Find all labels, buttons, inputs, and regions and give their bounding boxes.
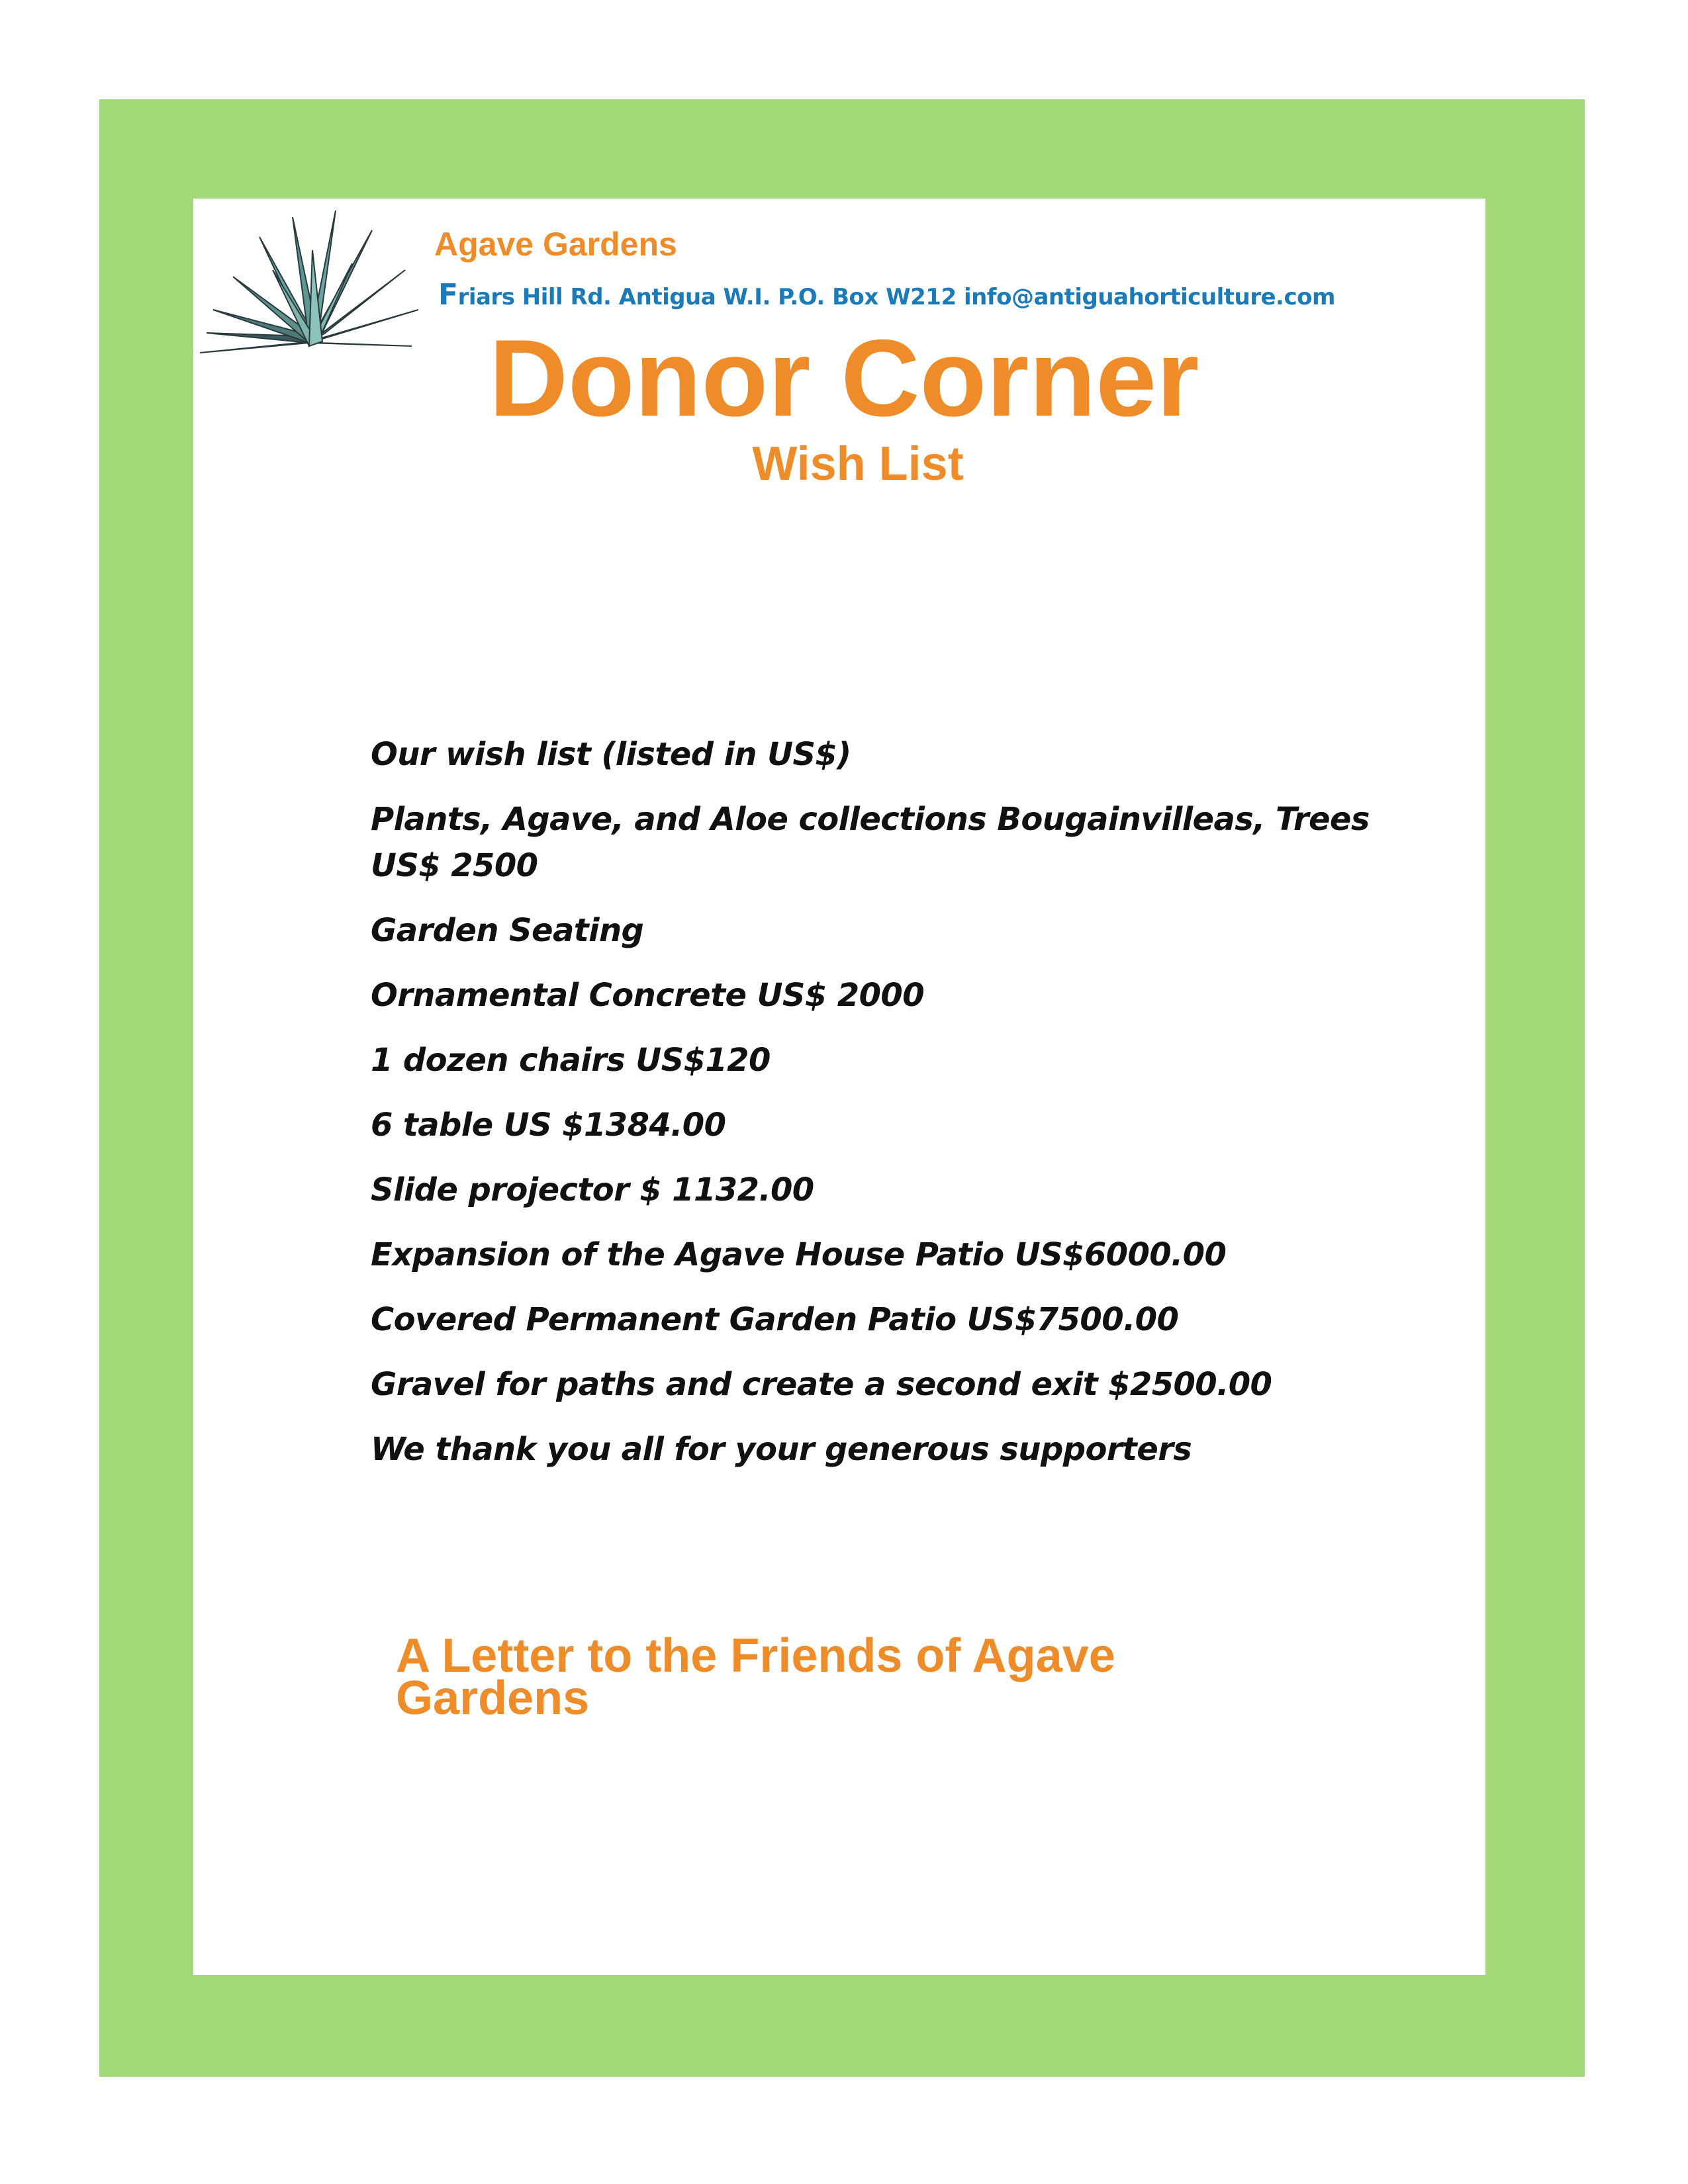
wish-list-item: Our wish list (listed in US$) xyxy=(371,736,851,773)
page-title-text: Donor Corner xyxy=(489,317,1199,439)
wish-list-item: Slide projector $ 1132.00 xyxy=(371,1171,814,1208)
wish-list-item: Gravel for paths and create a second exit $2500.00 xyxy=(371,1366,1272,1403)
wish-list xyxy=(371,731,1443,1491)
wish-list-item: Expansion of the Agave House Patio US$6000.00 xyxy=(371,1236,1227,1273)
wish-list-item: 6 table US $1384.00 xyxy=(371,1107,726,1144)
wish-list-item: Covered Permanent Garden Patio US$7500.00 xyxy=(371,1301,1179,1338)
wish-list-item: We thank you all for your generous supporters xyxy=(371,1431,1192,1468)
address-line xyxy=(438,278,1335,312)
address-text: riars Hill Rd. Antigua W.I. P.O. Box W212 info@antiguahorticulture.com xyxy=(457,284,1335,310)
address-first-letter: F xyxy=(438,278,458,312)
wish-list-item: Ornamental Concrete US$ 2000 xyxy=(371,977,924,1014)
wish-list-item: Plants, Agave, and Aloe collections Bougainvilleas, Trees US$ 2500 xyxy=(371,801,1370,884)
page-subtitle: Wish List xyxy=(752,437,964,490)
letter-heading: A Letter to the Friends of Agave Gardens xyxy=(396,1629,1115,1725)
wish-list-item: 1 dozen chairs US$120 xyxy=(371,1042,771,1079)
page-title xyxy=(0,317,1688,439)
organization-name: Agave Gardens xyxy=(434,226,677,263)
wish-list-item: Garden Seating xyxy=(371,912,644,949)
